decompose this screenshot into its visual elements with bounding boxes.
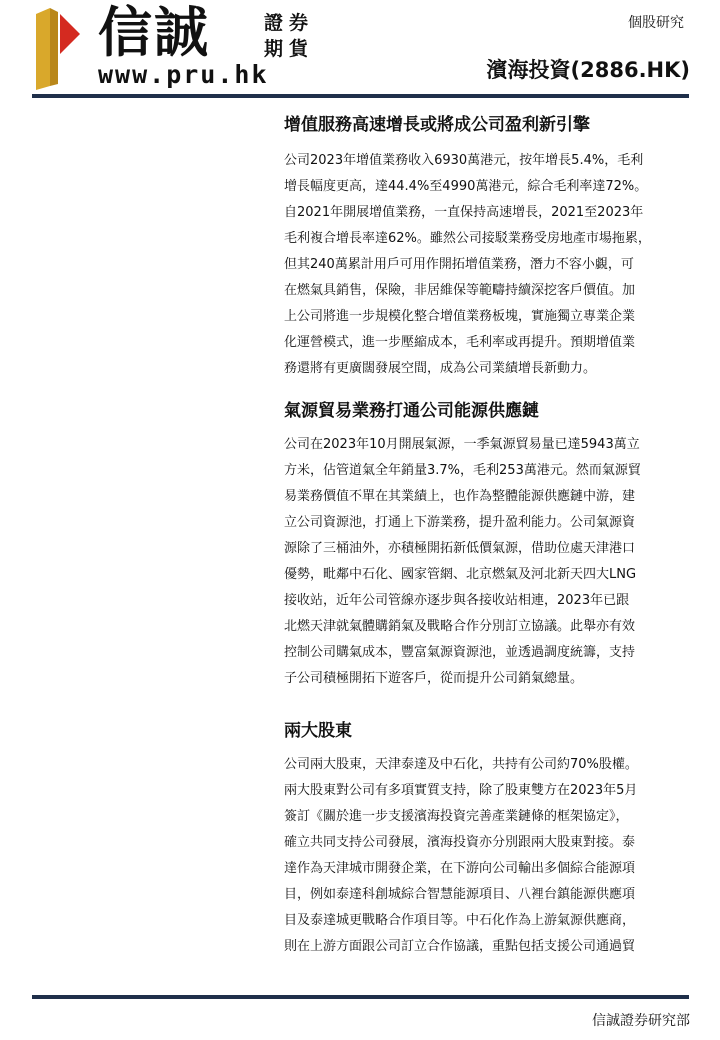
text-line: 在燃氣具銷售，保險，非居維保等範疇持續深挖客戶價值。加	[284, 283, 636, 298]
header-divider	[32, 94, 689, 98]
section-paragraph	[284, 752, 696, 960]
footer-text: 信誠證券研究部	[592, 1013, 690, 1029]
text-line: 優勢，毗鄰中石化、國家管網、北京燃氣及河北新天四大LNG	[284, 567, 637, 582]
text-line: 自2021年開展增值業務，一直保持高速增長，2021至2023年	[284, 205, 644, 220]
text-line: 化運營模式，進一步壓縮成本，毛利率或再提升。預期增值業	[284, 335, 636, 350]
text-line: 增長幅度更高，達44.4%至4990萬港元，綜合毛利率達72%。	[284, 179, 648, 194]
text-line: 目及泰達城更戰略合作項目等。中石化作為上游氣源供應商，	[284, 913, 636, 928]
text-line: 兩大股東對公司有多項實質支持，除了股東雙方在2023年5月	[284, 783, 638, 798]
section-paragraph	[284, 432, 696, 692]
text-line: 公司兩大股東，天津泰達及中石化，共持有公司約70%股權。	[284, 757, 638, 772]
text-line: 務還將有更廣闊發展空間，成為公司業績增長新動力。	[284, 361, 597, 376]
text-line: 公司在2023年10月開展氣源，一季氣源貿易量已達5943萬立	[284, 437, 640, 452]
text-line: 子公司積極開拓下遊客戶，從而提升公司銷氣總量。	[284, 671, 584, 686]
text-line: 方米，佔管道氣全年銷量3.7%，毛利253萬港元。然而氣源貿	[284, 463, 641, 478]
logo-subtitle-securities: 證券	[264, 12, 315, 34]
section-gas-trading	[284, 396, 696, 716]
text-line: 北燃天津就氣體購銷氣及戰略合作分別訂立協議。此舉亦有效	[284, 619, 636, 634]
text-line: 立公司資源池，打通上下游業務，提升盈利能力。公司氣源資	[284, 515, 636, 530]
text-line: 簽訂《關於進一步支援濱海投資完善產業鏈條的框架協定》，	[284, 809, 629, 824]
text-line: 確立共同支持公司發展，濱海投資亦分別跟兩大股東對接。泰	[284, 835, 636, 850]
report-type: 個股研究	[628, 15, 684, 31]
company-logo	[28, 0, 328, 90]
footer-divider	[32, 995, 689, 999]
section-heading: 氣源貿易業務打通公司能源供應鏈	[284, 401, 539, 421]
section-heading: 增值服務高速增長或將成公司盈利新引擎	[284, 115, 590, 135]
logo-name: 信誠	[98, 0, 210, 64]
text-line: 接收站，近年公司管線亦逐步與各接收站相連，2023年已跟	[284, 593, 630, 608]
logo-subtitle-futures: 期貨	[264, 38, 315, 60]
section-value-added-services	[284, 110, 696, 396]
text-line: 公司2023年增值業務收入6930萬港元，按年增長5.4%，毛利	[284, 153, 644, 168]
company-title: 濱海投資(2886.HK)	[486, 58, 690, 82]
section-major-shareholders	[284, 716, 696, 960]
section-paragraph	[284, 148, 696, 382]
report-body	[284, 110, 696, 960]
text-line: 上公司將進一步規模化整合增值業務板塊，實施獨立專業企業	[284, 309, 636, 324]
logo-url: www.pru.hk	[98, 60, 269, 89]
text-line: 易業務價值不單在其業績上，也作為整體能源供應鏈中游，建	[284, 489, 636, 504]
text-line: 控制公司購氣成本，豐富氣源資源池，並透過調度統籌，支持	[284, 645, 636, 660]
section-heading: 兩大股東	[284, 721, 352, 741]
page-header	[0, 0, 720, 100]
text-line: 源除了三桶油外，亦積極開拓新低價氣源，借助位處天津港口	[284, 541, 636, 556]
text-line: 但其240萬累計用戶可用作開拓增值業務，潛力不容小覷，可	[284, 257, 634, 272]
text-line: 則在上游方面跟公司訂立合作協議，重點包括支援公司通過貿	[284, 939, 636, 954]
text-line: 毛利複合增長率達62%。雖然公司接駁業務受房地產市場拖累，	[284, 231, 651, 246]
logo-mark-icon	[28, 6, 108, 90]
text-line: 達作為天津城市開發企業，在下游向公司輸出多個綜合能源項	[284, 861, 636, 876]
text-line: 目，例如泰達科創城綜合智慧能源項目、八裡台鎮能源供應項	[284, 887, 636, 902]
